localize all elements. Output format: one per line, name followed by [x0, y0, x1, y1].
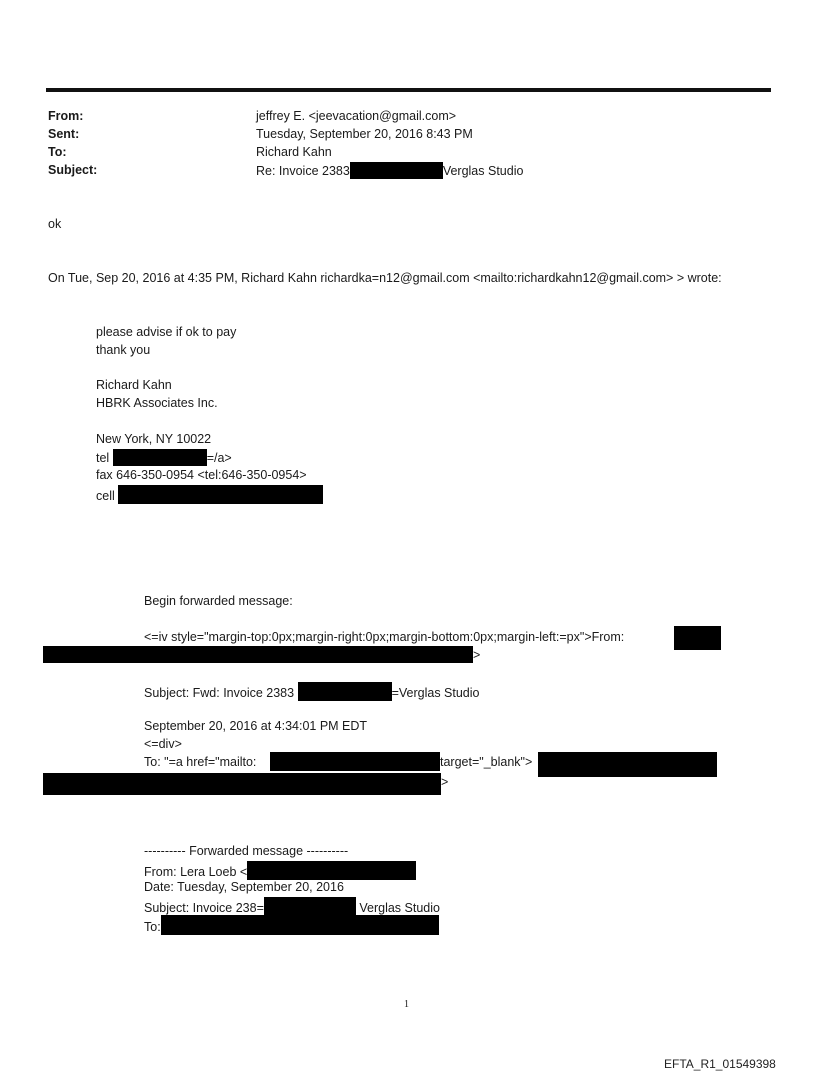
cell-label: cell: [96, 489, 115, 503]
signature-fax: fax 646-350-0954 <tel:646-350-0954>: [96, 468, 307, 482]
redaction-box: [161, 915, 439, 935]
forward-to-prefix: To: "=a href="mailto:: [144, 755, 257, 769]
quoted-line-1: please advise if ok to pay: [96, 325, 237, 339]
forward-subject: [144, 682, 480, 702]
redaction-box: [264, 897, 356, 916]
redaction-box: [298, 682, 392, 701]
redaction-box: [538, 752, 717, 777]
from-value: jeffrey E. <jeevacation@gmail.com>: [256, 109, 457, 123]
redaction-box: [247, 861, 416, 880]
header-rule: [46, 88, 771, 92]
document-id: EFTA_R1_01549398: [664, 1057, 776, 1071]
inner-forward-header: ---------- Forwarded message ----------: [144, 844, 349, 858]
to-value: Richard Kahn: [256, 145, 332, 159]
signature-name: Richard Kahn: [96, 378, 172, 392]
signature-cell: [96, 485, 323, 505]
sent-value: Tuesday, September 20, 2016 8:43 PM: [256, 127, 473, 141]
redaction-box: [270, 752, 440, 771]
forward-style-close: >: [473, 648, 481, 662]
page-number: 1: [404, 999, 409, 1010]
redaction-box: [113, 449, 207, 466]
tel-label: tel: [96, 451, 110, 465]
forward-to-target: target="_blank">: [440, 755, 533, 769]
inner-forward-subject: [144, 897, 440, 917]
forward-style-line: <=iv style="margin-top:0px;margin-right:0px;margin-bottom:0px;margin-left:=px">From:: [144, 630, 625, 644]
signature-company: HBRK Associates Inc.: [96, 396, 218, 410]
subject-prefix: Re: Invoice 2383: [256, 164, 350, 178]
forward-to-close: >: [441, 775, 449, 789]
to-label: To:: [48, 145, 67, 159]
forward-begin: Begin forwarded message:: [144, 594, 293, 608]
inner-forward-to: [144, 915, 439, 936]
redaction-box: [674, 626, 721, 650]
forward-date: September 20, 2016 at 4:34:01 PM EDT: [144, 719, 368, 733]
from-label: From:: [48, 109, 84, 123]
reply-body: ok: [48, 217, 62, 231]
inner-from-prefix: From: Lera Loeb <: [144, 865, 248, 879]
redaction-box: [43, 646, 473, 663]
redaction-box: [43, 773, 441, 795]
quote-intro: On Tue, Sep 20, 2016 at 4:35 PM, Richard Kahn richardka=n12@gmail.com <mailto:richardkahn12@gmail.com> > wrote:: [48, 271, 722, 285]
sent-label: Sent:: [48, 127, 80, 141]
subject-suffix: Verglas Studio: [442, 164, 524, 178]
inner-forward-date: Date: Tuesday, September 20, 2016: [144, 880, 344, 894]
inner-subject-prefix: Subject: Invoice 238=: [144, 901, 264, 915]
subject-label: Subject:: [48, 163, 98, 177]
inner-to-prefix: To:: [144, 920, 161, 934]
quoted-line-2: thank you: [96, 343, 151, 357]
inner-forward-from: [144, 861, 416, 881]
forward-div-tag: <=div>: [144, 737, 182, 751]
inner-subject-suffix: Verglas Studio: [359, 901, 440, 915]
tel-suffix: =/a>: [206, 451, 232, 465]
forward-subject-prefix: Subject: Fwd: Invoice 2383: [144, 686, 295, 700]
redaction-box: [350, 162, 443, 179]
redaction-box: [118, 485, 323, 504]
signature-city: New York, NY 10022: [96, 432, 212, 446]
forward-subject-suffix: =Verglas Studio: [391, 686, 480, 700]
subject-value: [256, 162, 523, 180]
signature-tel: [96, 449, 232, 467]
